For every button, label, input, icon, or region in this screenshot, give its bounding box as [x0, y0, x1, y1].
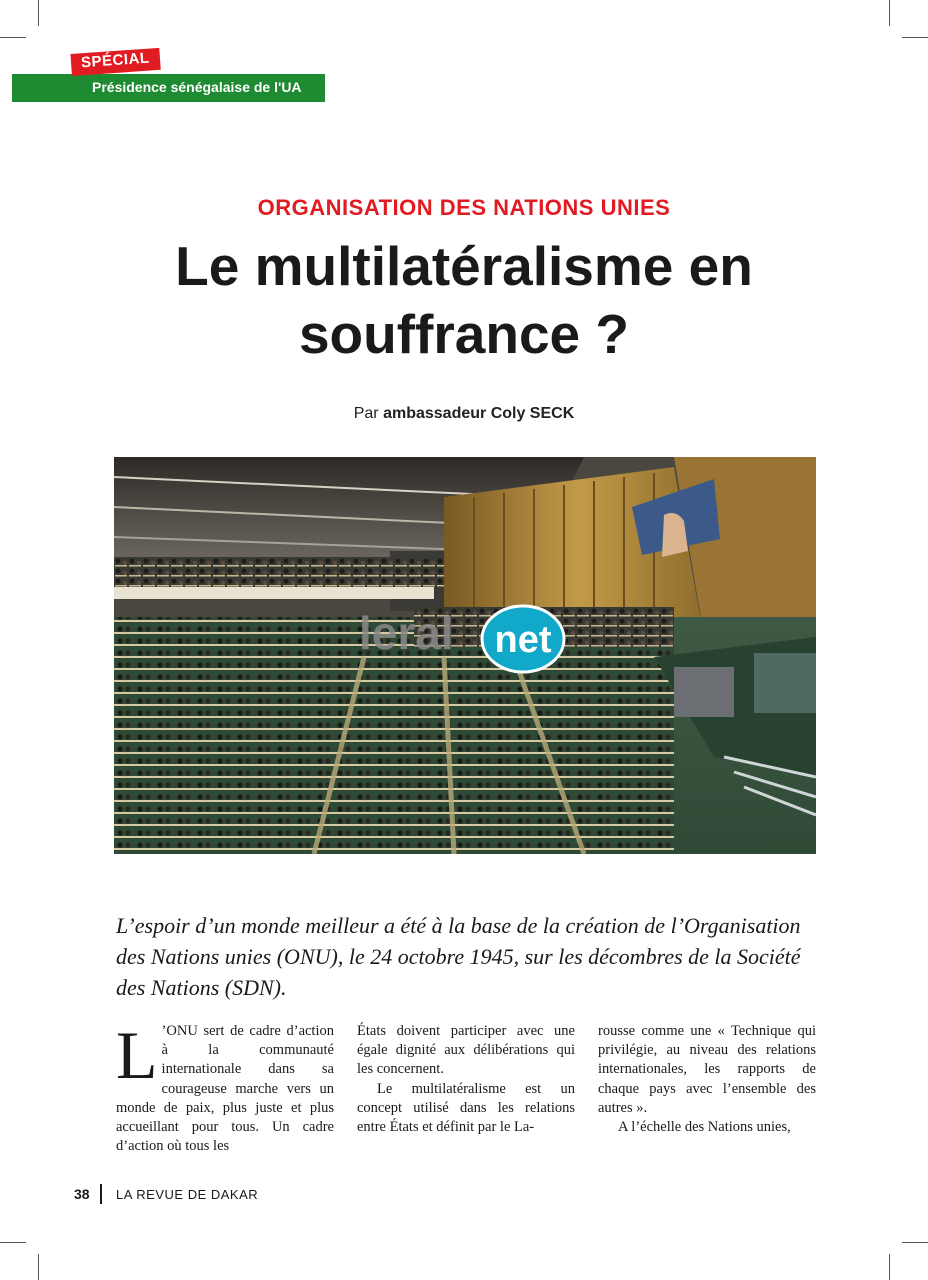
author-name: ambassadeur Coly SECK [383, 405, 575, 422]
crop-mark [902, 1242, 928, 1243]
article-column-2 [357, 1022, 575, 1137]
crop-mark [0, 1242, 26, 1243]
article-kicker: ORGANISATION DES NATIONS UNIES [257, 195, 671, 220]
crop-mark [902, 37, 928, 38]
crop-mark [889, 1254, 890, 1280]
column-3-paragraph-1: rousse comme une « Technique qui privilégie, au niveau des relations internationales, les rapports de chaque pays avec l’ensemble des autres ». [598, 1023, 816, 1116]
article-lead: L’espoir d’un monde meilleur a été à la base de la création de l’Organisation des Nations unies (ONU), le 24 octobre 1945, sur les décombres de la Société des Nations (SDN). [116, 913, 801, 1000]
column-1-text: ’ONU sert de cadre d’action à la communauté internationale dans sa courageuse marche vers un monde de paix, plus juste et plus accueillant pour tous. Un cadre d’action où tous les [116, 1023, 334, 1155]
crop-mark [0, 37, 26, 38]
column-2-paragraph-2: Le multilatéralisme est un concept utilisé dans les relations entre États et définit par le La- [357, 1080, 575, 1136]
special-tag-label: SPÉCIAL [80, 49, 151, 72]
watermark-left: leral [359, 607, 454, 659]
byline [0, 405, 928, 423]
special-tag [70, 48, 160, 76]
article-column-1 [116, 1017, 334, 1156]
publication-name: LA REVUE DE DAKAR [116, 1187, 259, 1202]
section-label-banner [12, 74, 325, 102]
column-3-paragraph-2: A l’échelle des Nations unies, [618, 1119, 791, 1136]
page-number: 38 [74, 1186, 90, 1202]
crop-mark [38, 0, 39, 26]
byline-prefix: Par [353, 405, 379, 422]
assembly-hall-photo [114, 457, 816, 854]
folio-divider [100, 1184, 102, 1204]
section-label: Présidence sénégalaise de l'UA [92, 79, 302, 95]
dropcap: L [116, 1017, 158, 1093]
crop-mark [38, 1254, 39, 1280]
crop-mark [889, 0, 890, 26]
article-title: Le multilatéralisme en souffrance ? [175, 235, 753, 365]
column-1-paragraph [116, 1017, 334, 1156]
article-column-3 [598, 1022, 816, 1137]
watermark-right: net [494, 619, 552, 661]
column-2-paragraph-1: États doivent participer avec une égale dignité aux délibérations qui les concernent. [357, 1023, 575, 1078]
